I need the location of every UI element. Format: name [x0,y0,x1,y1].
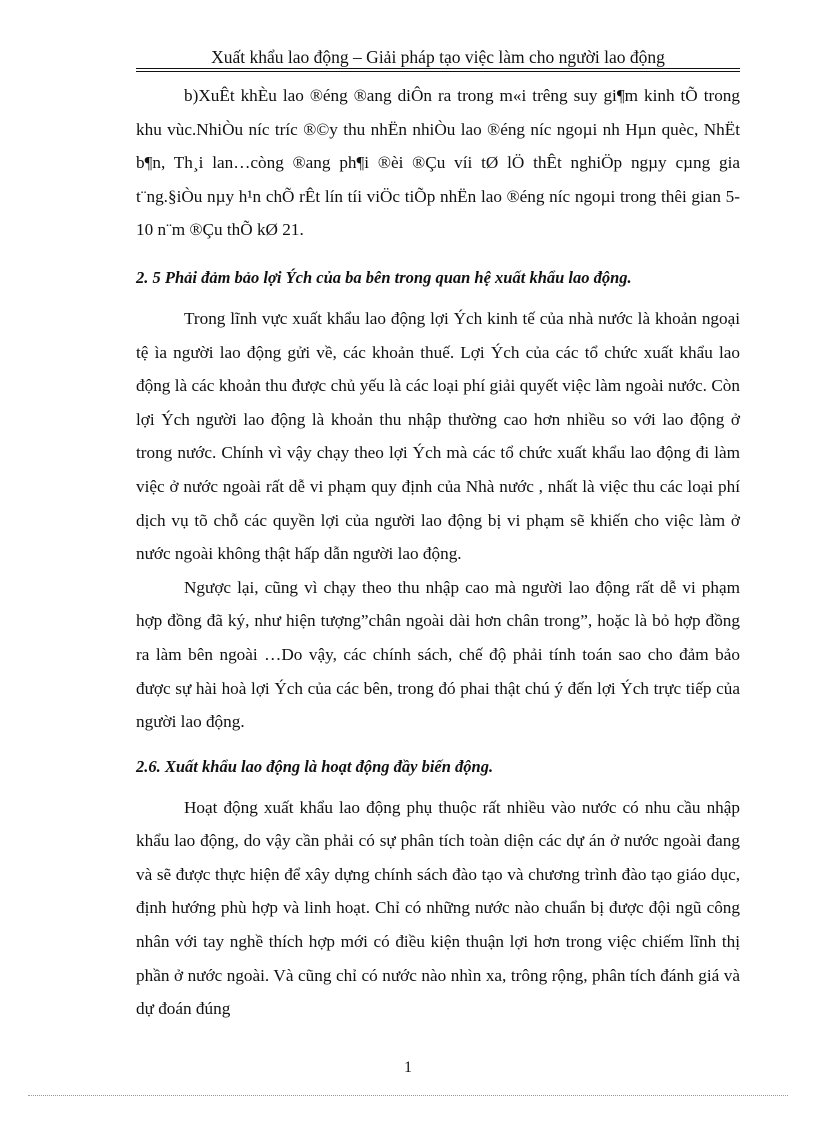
document-body [136,79,740,1026]
header-rule-bottom [136,71,740,72]
section-heading-2-5: 2. 5 Phải đảm bảo lợi Ých của ba bên trong quan hệ xuất khẩu lao động. [136,267,632,287]
paragraph-intro: b)XuÊt khÈu lao ®éng ®ang diÔn ra trong m«i trêng suy gi¶m kinh tÕ trong khu vùc.NhiÒu níc tríc ®©y thu nhËn nhiÒu lao ®éng níc ngoµi nh Hµn quèc, NhËt b¶n, Th¸i lan…còng ®ang ph¶i ®èi ®Çu víi tØ lÖ thÊt nghiÖp ngµy cµng gia t¨ng.§iÒu nµy h¹n chÕ rÊt lín tíi viÖc tiÕp nhËn lao ®éng níc ngoµi trong thêi gian 5-10 n¨m ®Çu thÕ kØ 21. [136,86,740,240]
paragraph: Ngược lại, cũng vì chạy theo thu nhập cao mà người lao động rất dễ vi phạm hợp đồng đã ký, như hiện tượng”chân ngoài dài hơn chân trong”, hoặc là bỏ hợp đồng ra làm bên ngoài …Do vậy, các chính sách, chế độ phải tính toán sao cho đảm bảo được sự hài hoà lợi Ých của các bên, trong đó phai thật chú ý đến lợi Ých trực tiếp của người lao động. [136,577,740,732]
header-rule-top [136,68,740,69]
section-heading-2-6: 2.6. Xuất khẩu lao động là hoạt động đầy biến động. [136,756,494,776]
paragraph: Trong lĩnh vực xuất khẩu lao động lợi Ých kinh tế của nhà nước là khoản ngoại tệ ìa người lao động gửi về, các khoản thuế. Lợi Ých của các tổ chức xuất khẩu lao động là các khoản thu được chủ yếu là các loại phí giải quyết việc làm ngoài nước. Còn lợi Ých người lao động là khoản thu nhập thường cao hơn nhiều so với lao động ở trong nước. Chính vì vậy chạy theo lợi Ých mà các tổ chức xuất khẩu lao động đi làm việc ở nước ngoài rất dễ vi phạm quy định của Nhà nước , nhất là việc thu các loại phí dịch vụ tõ chỗ các quyền lợi của người lao động bị vi phạm sẽ khiến cho việc làm ở nước ngoài không thật hấp dẫn người lao động. [136,308,740,564]
page-header-title: Xuất khẩu lao động – Giải pháp tạo việc làm cho người lao động [211,47,665,67]
page-bottom-divider [28,1095,788,1096]
page-number: 1 [404,1059,412,1076]
paragraph: Hoạt động xuất khẩu lao động phụ thuộc rất nhiều vào nước có nhu cầu nhập khẩu lao động, do vậy cần phải có sự phân tích toàn diện các dự án ở nước ngoài đang và sẽ được thực hiện để xây dựng chính sách đào tạo và chương trình đào tạo giáo dục, định hướng phù hợp và linh hoạt. Chỉ có những nước nào chuẩn bị được đội ngũ công nhân với tay nghề thích hợp mới có điều kiện thuận lợi hơn trong việc chiếm lĩnh thị phần ở nước ngoài. Và cũng chỉ có nước nào nhìn xa, trông rộng, phân tích đánh giá và dự đoán đúng [136,797,740,1019]
